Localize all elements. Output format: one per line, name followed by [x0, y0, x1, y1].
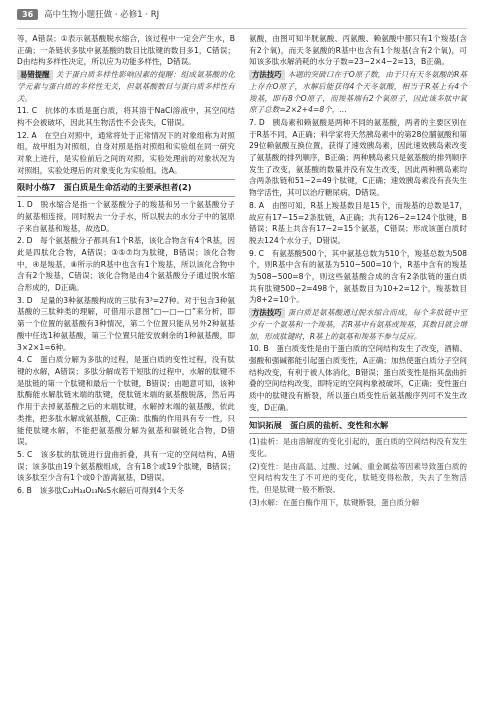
answer-8: 8. A 由图可知，R基上羧基数目是15个，而羧基的总数是17，故应有17−15=2条肽链，A正确；共有126−2=124个肽键，B错误；R基上共含有17−2=15个氨基，C错误；形成该蛋白质时脱去124个水分子，D错误。 — [249, 200, 467, 245]
answer-2: 2. D 每个氨基酸分子都具有1个R基，该化合物含有4个R基，因此是四肽化合物，A错误；③⑤⑦均为肽键，B错误；该化合物中，④是羧基，⑧所示的R基中也含有1个羧基，所以该化合物中含有2个羧基，C错误；该化合物是由4个氨基酸分子通过脱水缩合形成的，D正确。 — [17, 236, 235, 293]
answer-6-continued: 氨酸，由图可知半胱氨酸、丙氨酸、赖氨酸中都只有1个羧基(含有2个氧)，而天冬氨酸的R基中也含有1个羧基(含有2个氧)，可知该多肽水解消耗的水分子数=23−2×4−2=13，B正确。 — [249, 34, 467, 67]
extension-salting-out: (1)盐析：是由溶解度的变化引起的，蛋白质的空间结构没有发生变化。 — [249, 437, 467, 458]
knowledge-extension-heading: 知识拓展 蛋白质的盐析、变性和水解 — [249, 417, 467, 435]
answer-3: 3. D 足量的3种氨基酸构成的三肽有3³=27种。对于包含3种氨基酸的三肽种类的理解，可借用示意图“□—□—□”来分析，即第一个位置的氨基酸有3种情况，第二个位置只能从另外2种氨基酸中任选1种氨基酸，第三个位置只能安放剩余的1种氨基酸，即3×2×1=6种。 — [17, 295, 235, 352]
section-heading: 限时小练7 蛋白质是生命活动的主要承担者(2) — [17, 179, 235, 197]
right-column — [249, 33, 467, 509]
tip-method-1 — [249, 69, 467, 116]
tip-text: 关于蛋白质多样性影响因素的提醒：组成氨基酸的化学元素与蛋白质的多样性无关，但氨基酸数目与蛋白质多样性有关。 — [17, 70, 235, 103]
tip-error-prone — [17, 69, 235, 104]
answer-1: 1. D 脱水缩合是指一个氨基酸分子的羧基和另一个氨基酸分子的氨基相连接，同时脱去一分子水，所以脱去的水分子中的氢原子来自氨基和羧基，故选D。 — [17, 200, 235, 233]
page-number: 36 — [17, 9, 38, 20]
answer-4: 4. C 蛋白质分解为多肽的过程，是蛋白质的变性过程，没有肽键的水解，A错误；多肽分解成若干短肽的过程中，水解的肽键不是肽链的第一个肽键和最后一个肽键，B错误；由题意可知，该种肽酶能水解肽链末端的肽键，使肽链末端的氨基酸脱落，然后再作用于去掉氨基酸之后的末端肽键，水解掉末端的氨基酸，依此类推，把多肽水解成氨基酸，C正确；肽酶的作用具有专一性，只能使肽键水解，不能把氨基酸分解为氨基和碳链化合物，D错误。 — [17, 355, 235, 447]
tip-tag: 方法技巧 — [249, 70, 285, 80]
left-column — [17, 33, 235, 509]
tip-text: 蛋白质是氨基酸通过脱水缩合而成，每个多肽链中至少有一个氨基和一个羧基，若R基中有氨基或羧基，其数目就会增加，形成肽键时，R基上的氨基和羧基不参与反应。 — [249, 308, 467, 341]
tip-tag: 易错提醒 — [17, 70, 53, 80]
answer-6: 6. B 该多肽C₂₂H₃₄O₁₃N₆S水解后可得到4个天冬 — [17, 486, 185, 496]
two-column-body — [17, 33, 467, 509]
answer-9: 9. C 有氨基酸500个，其中氨基总数为510个，羧基总数为508个，则R基中含有的氨基为510−500=10个，R基中含有的羧基为508−500=8个，则这些氨基酸合成的含有2条肽链的蛋白质共有肽键500−2=498个，氨基数目为10+2=12个，羧基数目为8+2=10个。 — [249, 248, 467, 305]
book-title: 高中生物小题狂做 · 必修1 · RJ — [44, 10, 160, 20]
answer-11: 11. C 抗体的本质是蛋白质，将其溶于NaCl溶液中，其空间结构不会被破坏，因此其生物活性不会丧失，C错误。 — [17, 106, 235, 127]
answer-10: 10. B 蛋白质变性是由于蛋白质的空间结构发生了改变，酒精、强酸和强碱都能引起蛋白质变性，A正确；加热使蛋白质分子空间结构改变，有利于被人体消化，B错误；蛋白质变性是指其盘曲折叠的空间结构改变，即特定的空间构象被破坏，C正确；变性蛋白质中的肽键没有断裂，所以蛋白质变性后氨基酸序列可不发生改变，D正确。 — [249, 344, 467, 412]
tip-text: 本题的突破口在于O原子数，由于只有天冬氨酸的R基上存在O原子，水解后能获得4个天冬氨酸，相当于R基上有4个羧基，即有8个O原子，而羧基端有2个氧原子，因此该多肽中氧原子总数=2×2+4=8个，… — [249, 70, 467, 115]
answer-5: 5. C 该多肽的肽链进行盘曲折叠，具有一定的空间结构，A错误；该多肽由19个氨基酸组成，含有18个或19个肽键，B错误；该多肽至少含有1个或0个游离氨基，D错误。 — [17, 449, 235, 483]
answer-continued: 等，A错误；①表示氨基酸脱水缩合，该过程中一定会产生水，B正确；一条链状多肽中氨基酸的数目比肽键的数目多1，C错误；D由结构多样性决定，所以应为功能多样性，D错误。 — [17, 34, 235, 67]
tip-tag: 方法技巧 — [249, 308, 285, 318]
extension-denaturation: (2)变性：是由高温、过酸、过碱、重金属盐等因素导致蛋白质的空间结构发生了不可逆的变化，肽链变得松散，失去了生物活性，但是肽键一般不断裂。 — [249, 461, 467, 495]
extension-hydrolysis: (3)水解：在蛋白酶作用下，肽键断裂，蛋白质分解 — [249, 497, 420, 507]
page-header — [17, 0, 467, 29]
answer-12: 12. A 在空白对照中，通常将处于正常情况下的对象组称为对照组，故甲组为对照组，自身对照是指对照组和实验组在同一研究对象上进行，是实验前后之间的对照。实验处理前的对象状况为对照组，实验处理后的对象变化为实验组。选A。 — [17, 130, 235, 175]
tip-method-2 — [249, 307, 467, 342]
answer-7: 7. D 胰岛素和赖氨酸是两种不同的氨基酸，两者的主要区别在于R基不同，A正确；科学家将天然胰岛素中的第28位脯氨酸和第29位赖氨酸互换位置，获得了速效胰岛素，因此速效胰岛素改变了氨基酸的排列顺序，B正确；两种胰岛素只是氨基酸的排列顺序发生了改变，氨基酸的数量并没有发生改变，因此两种胰岛素均含两条肽链和51−2=49个肽键，C正确；速效胰岛素没有丧失生物学活性，其可以治疗糖尿病，D错误。 — [249, 117, 467, 198]
